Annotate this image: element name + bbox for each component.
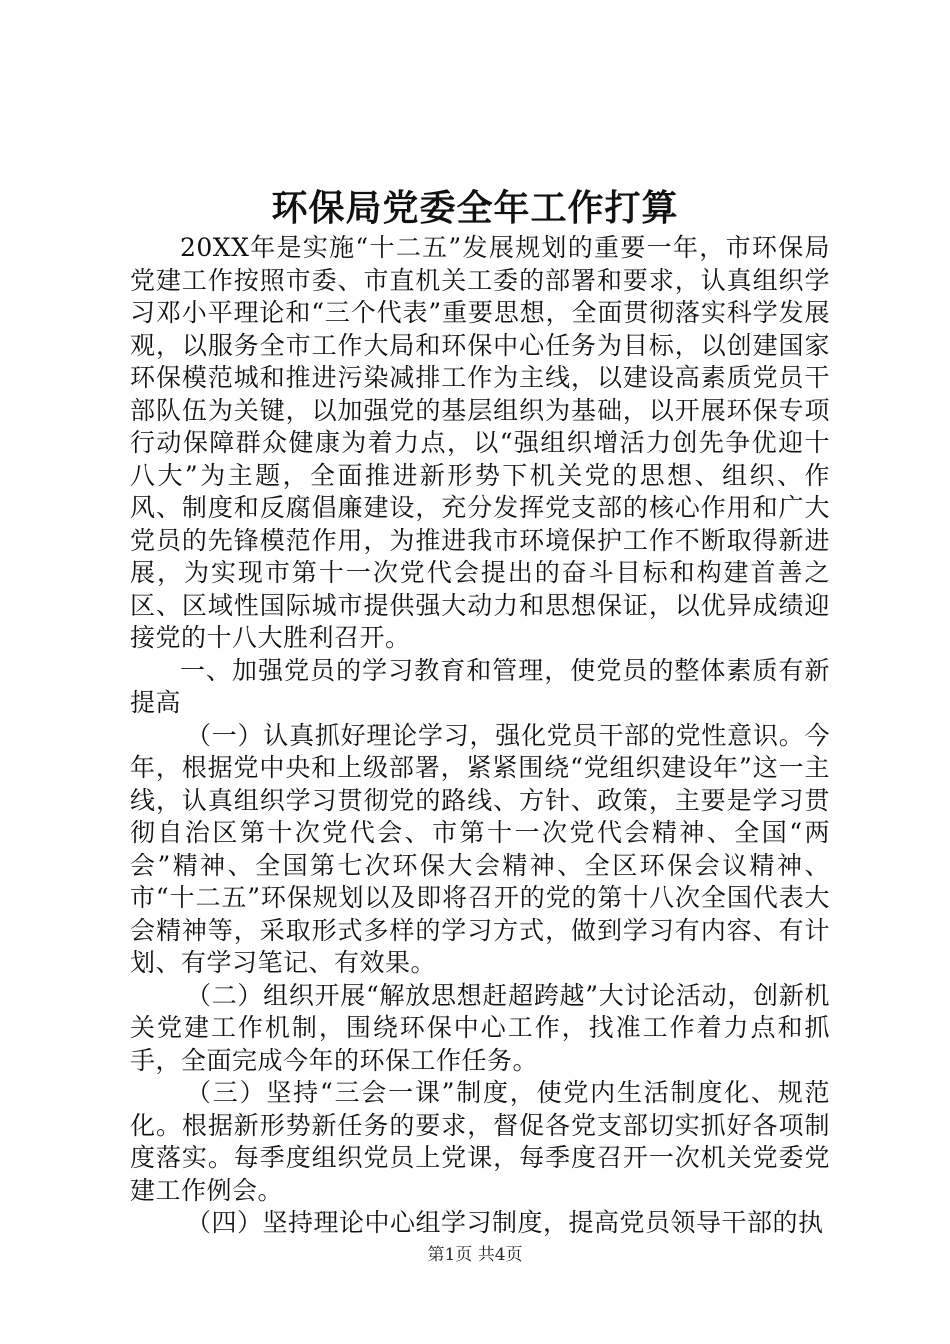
subsection-paragraph-4: （四）坚持理论中心组学习制度，提高党员领导干部的执 [186,1208,824,1237]
page-number-footer: 第1页 共4页 [427,1245,523,1265]
subsection-paragraph-1: （一）认真抓好理论学习，强化党员干部的党性意识。今年，根据党中央和上级部署，紧紧围绕“党组织建设年”这一主线，认真组织学习贯彻党的路线、方针、政策，主要是学习贯彻自治区第十次党代会、市第十一次党代会精神、全国“两会”精神、全国第七次环保大会精神、全区环保会议精神、市“十二五”环保规划以及即将召开的党的第十八次全国代表大会精神等，采取形式多样的学习方式，做到学习有内容、有计划、有学习笔记、有效果。 [130,720,830,977]
intro-paragraph: 20XX年是实施“十二五”发展规划的重要一年，市环保局党建工作按照市委、市直机关工委的部署和要求，认真组织学习邓小平理论和“三个代表”重要思想，全面贯彻落实科学发展观，以服务全市工作大局和环保中心任务为目标，以创建国家环保模范城和推进污染减排工作为主线，以建设高素质党员干部队伍为关键，以加强党的基层组织为基础，以开展环保专项行动保障群众健康为着力点，以“强组织增活力创先争优迎十八大”为主题，全面推进新形势下机关党的思想、组织、作风、制度和反腐倡廉建设，充分发挥党支部的核心作用和广大党员的先锋模范作用，为推进我市环境保护工作不断取得新进展，为实现市第十一次党代会提出的奋斗目标和构建首善之区、区域性国际城市提供强大动力和思想保证，以优异成绩迎接党的十八大胜利召开。 [130,233,830,652]
section-heading-1: 一、加强党员的学习教育和管理，使党员的整体素质有新提高 [130,655,830,717]
subsection-paragraph-2: （二）组织开展“解放思想赶超跨越”大讨论活动，创新机关党建工作机制，围绕环保中心工作，找准工作着力点和抓手，全面完成今年的环保工作任务。 [130,980,830,1075]
document-body [130,232,830,1240]
document-title: 环保局党委全年工作打算 [271,187,679,229]
subsection-paragraph-3: （三）坚持“三会一课”制度，使党内生活制度化、规范化。根据新形势新任务的要求，督促各党支部切实抓好各项制度落实。每季度组织党员上党课，每季度召开一次机关党委党建工作例会。 [130,1078,830,1205]
